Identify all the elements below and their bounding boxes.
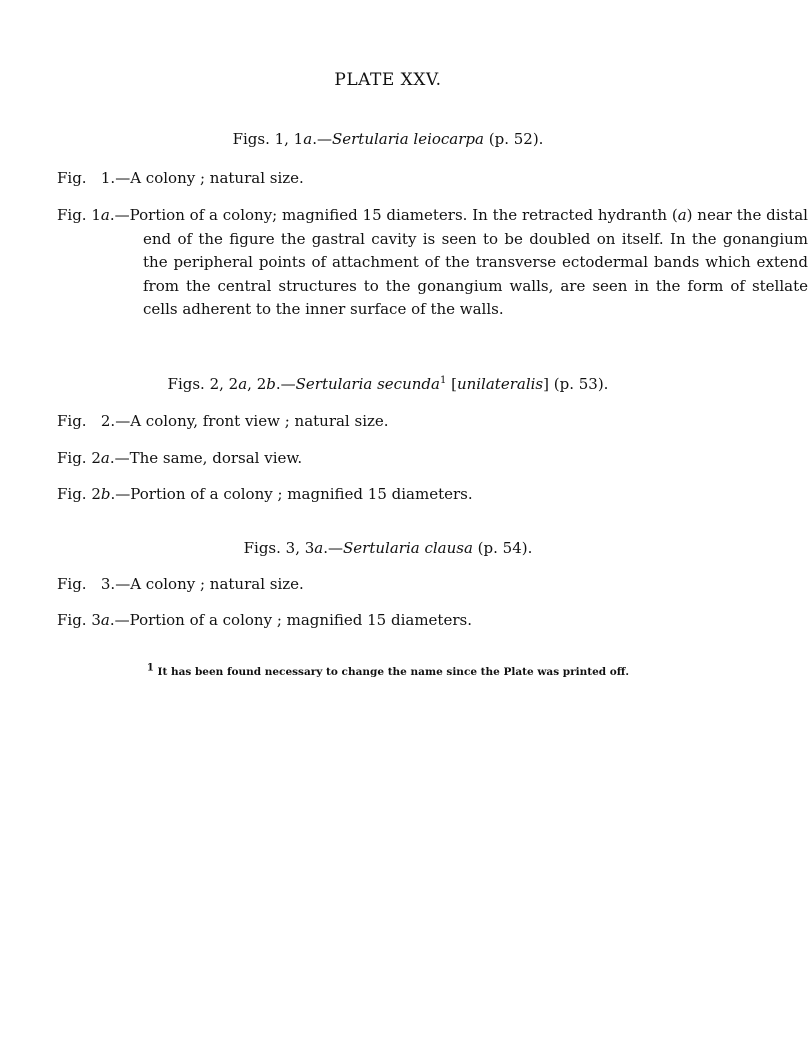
section-3-dash: .— <box>323 539 344 557</box>
section-2-bracket-close: ] <box>543 375 549 393</box>
plate-title: PLATE XXV. <box>334 70 442 90</box>
fig-2b-label: Fig. 2 <box>57 485 101 503</box>
section-1-page-ref: (p. 52). <box>483 130 544 148</box>
fig-2a-caption <box>57 447 722 471</box>
section-3-page-ref: (p. 54). <box>472 539 533 557</box>
fig-1a-caption <box>57 204 808 322</box>
fig-3a-label: Fig. 3 <box>57 611 101 629</box>
fig-3a-text: —Portion of a colony ; magnified 15 diameters. <box>114 611 472 629</box>
fig-2b-label-italic: b <box>100 485 111 503</box>
section-heading-3 <box>0 539 776 557</box>
fig-2b-caption <box>57 483 722 507</box>
section-1-dash: .— <box>312 130 332 148</box>
fig-2a-label: Fig. 2 <box>57 449 101 467</box>
fig-2a-text: —The same, dorsal view. <box>114 449 303 467</box>
fig-1a-label-italic: a <box>100 206 110 224</box>
fig-2-label: Fig. 2. <box>57 412 116 430</box>
section-2-figs: Figs. 2, 2 <box>167 375 239 393</box>
section-2-bracket-open: [ <box>446 375 457 393</box>
fig-3a-label-italic: a <box>100 611 110 629</box>
fig-3-caption <box>57 573 722 597</box>
fig-2a-label-italic: a <box>100 449 110 467</box>
fig-1a-text-italic: a <box>677 206 687 224</box>
section-1-species: Sertularia leiocarpa <box>331 130 484 148</box>
fig-3-label: Fig. 3. <box>57 575 116 593</box>
fig-2a-label-suffix: . <box>109 449 115 467</box>
section-2-footnote-mark: 1 <box>439 375 447 386</box>
section-2-alt-name: unilateralis <box>456 375 544 393</box>
section-1-figs: Figs. 1, 1 <box>232 130 304 148</box>
section-2-dash: .— <box>275 375 296 393</box>
section-2-page-ref: (p. 53). <box>548 375 609 393</box>
footnote <box>0 662 776 678</box>
section-3-species: Sertularia clausa <box>343 539 473 557</box>
section-3-figs: Figs. 3, 3 <box>243 539 315 557</box>
fig-3-text: —A colony ; natural size. <box>115 575 304 593</box>
fig-3a-caption <box>57 609 722 633</box>
fig-1a-text-b: ) near the distal end of the figure the gastral cavity is seen to be doubled on itself. In the gonangium the peripheral points of attachment of the transverse ectodermal bands which extend from the central structures to the gonangium walls, are seen in the form of stellate cells adherent to the inner surface of the walls. <box>143 206 808 318</box>
section-1-figs-italic: a <box>303 130 313 148</box>
fig-3a-label-suffix: . <box>109 611 115 629</box>
fig-2b-text: —Portion of a colony ; magnified 15 diameters. <box>115 485 473 503</box>
fig-1-label: Fig. 1. <box>57 169 116 187</box>
footnote-mark: 1 <box>146 662 154 674</box>
section-heading-1 <box>0 130 776 148</box>
section-2-figs-mid: , 2 <box>247 375 267 393</box>
section-2-figs-italic-a: a <box>238 375 248 393</box>
fig-1a-text-a: —Portion of a colony; magnified 15 diameters. In the retracted hydranth ( <box>114 206 678 224</box>
section-2-figs-italic-b: b <box>266 375 276 393</box>
footnote-text: It has been found necessary to change the name since the Plate was printed off. <box>153 666 630 678</box>
fig-1a-label: Fig. 1 <box>57 206 101 224</box>
fig-2-caption <box>57 410 722 434</box>
fig-2b-label-suffix: . <box>110 485 116 503</box>
fig-1-text: —A colony ; natural size. <box>115 169 304 187</box>
fig-1-caption <box>57 167 722 191</box>
fig-2-text: —A colony, front view ; natural size. <box>115 412 389 430</box>
fig-1a-label-suffix: . <box>109 206 115 224</box>
section-heading-2 <box>0 375 776 393</box>
section-3-figs-italic: a <box>314 539 324 557</box>
section-2-species: Sertularia secunda <box>295 375 440 393</box>
